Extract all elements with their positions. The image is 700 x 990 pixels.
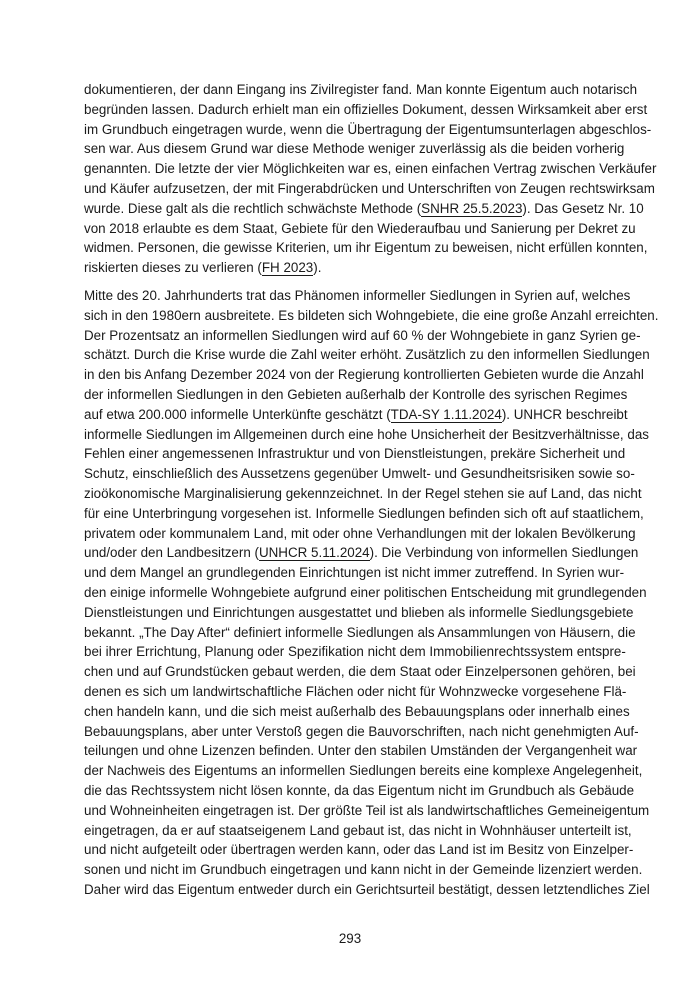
- text-line: teilungen und ohne Lizenzen befinden. Unter den stabilen Umständen der Vergangenheit war: [84, 743, 638, 759]
- text-line: bei ihrer Errichtung, Planung oder Spezifikation nicht dem Immobilienrechtssystem entspre-: [84, 644, 626, 660]
- citation-link[interactable]: UNHCR 5.11.2024: [258, 545, 370, 561]
- text-line: sonen und nicht im Grundbuch eingetragen und kann nicht in der Gemeinde lizenziert werden.: [84, 862, 643, 878]
- text-line: für eine Unterbringung vorgesehen ist. Informelle Siedlungen befinden sich oft auf staatlichem,: [84, 505, 644, 521]
- text-line: eingetragen, da er auf staatseigenem Land gebaut ist, das nicht in Wohnhäuser unterteilt ist,: [84, 822, 632, 838]
- text-line: Schutz, einschließlich des Aussetzens gegenüber Umwelt- und Gesundheitsrisiken sowie so-: [84, 466, 635, 482]
- citation-link[interactable]: FH 2023: [261, 260, 314, 276]
- text-line: chen handeln kann, und die sich meist außerhalb des Bebauungsplans oder innerhalb eines: [84, 703, 630, 719]
- text-line: Fehlen einer angemessenen Infrastruktur und von Dienstleistungen, prekäre Sicherheit und: [84, 446, 626, 462]
- text-line: im Grundbuch eingetragen wurde, wenn die Übertragung der Eigentumsunterlagen abgeschlos-: [84, 121, 652, 137]
- text-line: zioökonomische Marginalisierung gekennzeichnet. In der Regel stehen sie auf Land, das nicht: [84, 486, 642, 501]
- text-line: [84, 543, 639, 563]
- text-line: Bebauungsplans, aber unter Verstoß gegen die Bauvorschriften, nach nicht genehmigten Auf-: [84, 723, 639, 739]
- text-line: widmen. Personen, die gewisse Kriterien, um ihr Eigentum zu beweisen, nicht erfüllen konnten,: [84, 240, 648, 256]
- text-line: sich in den 1980ern ausbreitete. Es bildeten sich Wohngebiete, die eine große Anzahl erreichten.: [84, 307, 659, 323]
- text-line: Der Prozentsatz an informellen Siedlungen wird auf 60 % der Wohngebiete in ganz Syrien ge-: [84, 327, 641, 343]
- text-line: [84, 258, 616, 278]
- text-line: Daher wird das Eigentum entweder durch ein Gerichtsurteil bestätigt, dessen letztendliches Ziel: [84, 882, 650, 897]
- text-line: [84, 405, 628, 425]
- text-segment: ).: [313, 260, 322, 276]
- text-line: begründen lassen. Dadurch erhielt man ein offizielles Dokument, dessen Wirksamkeit aber erst: [84, 101, 648, 117]
- text-line: Mitte des 20. Jahrhunderts trat das Phänomen informeller Siedlungen in Syrien auf, welches: [84, 288, 631, 303]
- text-line: dokumentieren, der dann Eingang ins Zivilregister fand. Man konnte Eigentum auch notarisch: [84, 82, 638, 97]
- text-line: den einige informelle Wohngebiete aufgrund einer politischen Entscheidung mit grundlegenden: [84, 585, 647, 600]
- text-line: der informellen Siedlungen in den Gebieten außerhalb der Kontrolle des syrischen Regimes: [84, 387, 628, 402]
- text-line: von 2018 erlaubte es dem Staat, Gebiete für den Wiederaufbau und Sanierung per Dekret zu: [84, 220, 636, 236]
- text-line: chen und auf Grundstücken gebaut werden, die dem Staat oder Einzelpersonen gehören, bei: [84, 664, 636, 680]
- text-line: Dienstleistungen und Einrichtungen ausgestattet und blieben als informelle Siedlungsgebiete: [84, 604, 634, 620]
- text-line: und Wohneinheiten eingetragen ist. Der größte Teil ist als landwirtschaftliches Gemeineigentum: [84, 802, 650, 818]
- citation-link[interactable]: SNHR 25.5.2023: [421, 200, 523, 216]
- text-segment: auf etwa 200.000 informelle Unterkünfte geschätzt (: [84, 406, 391, 422]
- text-line: und nicht aufgeteilt oder übertragen werden kann, oder das Land ist im Besitz von Einzelper-: [84, 842, 634, 858]
- text-line: bekannt. „The Day After“ definiert informelle Siedlungen als Ansammlungen von Häusern, die: [84, 624, 636, 640]
- text-segment: und/oder den Landbesitzern (: [84, 545, 259, 561]
- citation-link[interactable]: TDA-SY 1.11.2024: [390, 406, 502, 422]
- text-segment: wurde. Diese galt als die rechtlich schwächste Methode (: [84, 200, 422, 216]
- text-line: genannten. Die letzte der vier Möglichkeiten war es, einen einfachen Vertrag zwischen Verkäufer: [84, 161, 657, 177]
- text-segment: ). UNHCR beschreibt: [501, 406, 628, 422]
- text-line: denen es sich um landwirtschaftliche Flächen oder nicht für Wohnzwecke vorgesehene Flä-: [84, 684, 627, 699]
- text-line: sen war. Aus diesem Grund war diese Methode weniger zuverlässig als die beiden vorherig: [84, 141, 625, 157]
- text-line: in den bis Anfang Dezember 2024 von der Regierung kontrollierten Gebieten wurde die Anzahl: [84, 367, 644, 383]
- text-segment: ). Das Gesetz Nr. 10: [522, 200, 644, 216]
- text-line: [84, 199, 644, 219]
- text-line: die das Rechtssystem nicht lösen konnte, da das Eigentum nicht im Grundbuch als Gebäude: [84, 783, 635, 798]
- text-line: informelle Siedlungen im Allgemeinen durch eine hohe Unsicherheit der Besitzverhältnisse, das: [84, 426, 649, 442]
- text-line: und dem Mangel an grundlegenden Einrichtungen ist nicht immer zutreffend. In Syrien wur-: [84, 565, 625, 581]
- page-number: 293: [338, 931, 362, 946]
- text-line: privatem oder kommunalem Land, mit oder ohne Verhandlungen mit der lokalen Bevölkerung: [84, 525, 636, 541]
- text-segment: riskierten dieses zu verlieren (: [84, 260, 262, 276]
- text-line: und Käufer aufzusetzen, der mit Fingerabdrücken und Unterschriften von Zeugen rechtswirksam: [84, 181, 655, 196]
- text-line: schätzt. Durch die Krise wurde die Zahl weiter erhöht. Zusätzlich zu den informellen Siedlungen: [84, 347, 650, 363]
- text-line: der Nachweis des Eigentums an informellen Siedlungen bereits eine komplexe Angelegenheit,: [84, 763, 643, 779]
- text-segment: ). Die Verbindung von informellen Siedlungen: [369, 545, 639, 561]
